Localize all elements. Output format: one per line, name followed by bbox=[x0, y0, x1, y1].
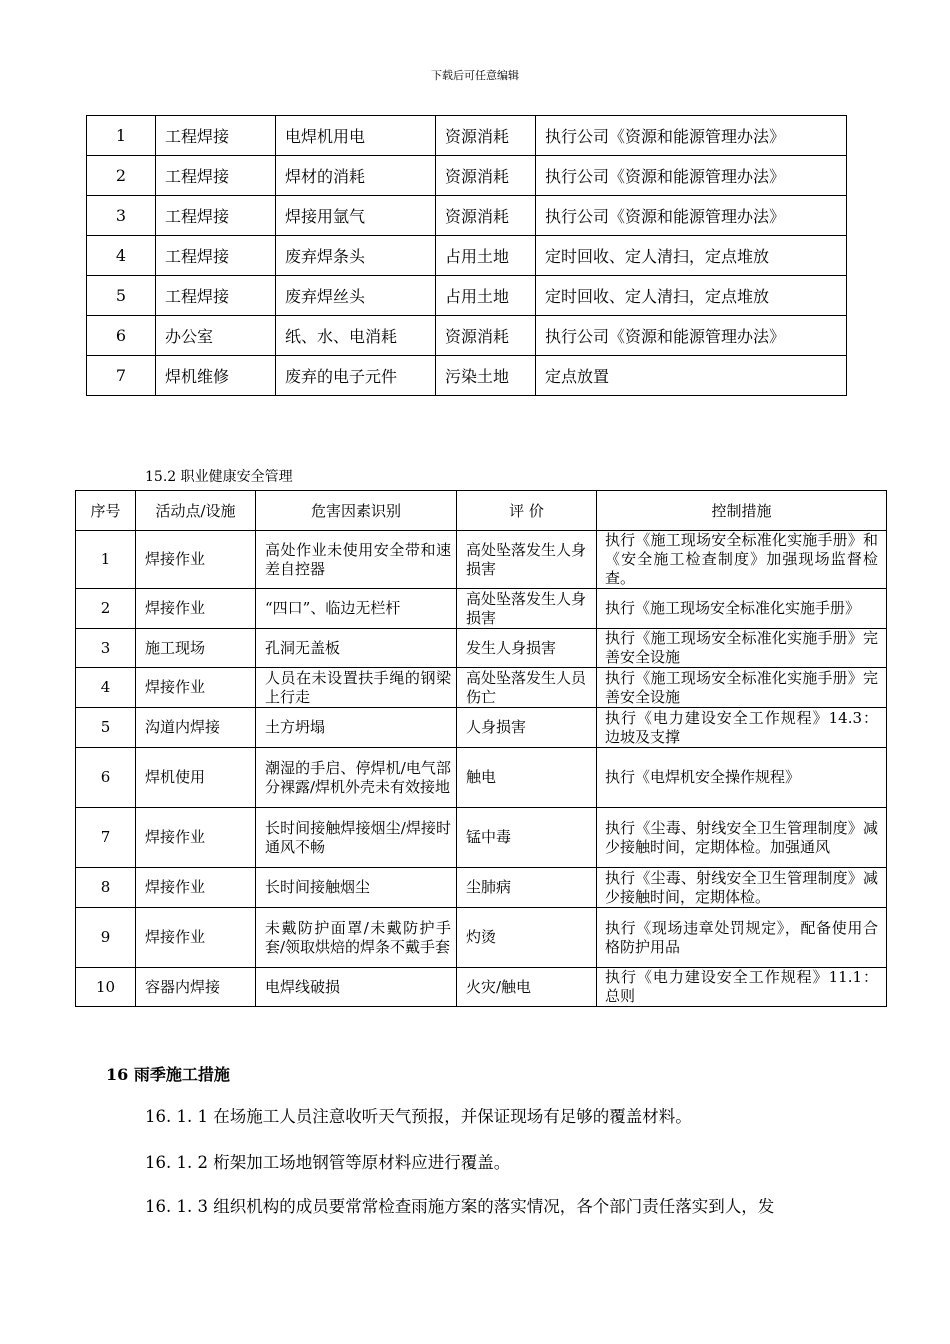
cell-impact: 资源消耗 bbox=[436, 156, 536, 196]
table-row bbox=[76, 708, 887, 748]
cell-evaluation: 触电 bbox=[457, 748, 597, 808]
paragraph-16-1-3: 16. 1. 3 组织机构的成员要常常检查雨施方案的落实情况，各个部门责任落实到人，发 bbox=[145, 1197, 775, 1216]
cell-control: 执行《尘毒、射线安全卫生管理制度》减少接触时间，定期体检。加强通风 bbox=[597, 808, 887, 868]
cell-measure: 定时回收、定人清扫，定点堆放 bbox=[536, 276, 847, 316]
section-15-2-title: 15.2 职业健康安全管理 bbox=[145, 469, 293, 485]
cell-activity: 焊机维修 bbox=[156, 356, 276, 396]
cell-row-index: 5 bbox=[87, 276, 156, 316]
cell-row-index: 6 bbox=[87, 316, 156, 356]
cell-row-index: 1 bbox=[87, 116, 156, 156]
cell-row-index: 7 bbox=[76, 808, 136, 868]
table-row bbox=[76, 589, 887, 629]
cell-hazard: 高处作业未使用安全带和速差自控器 bbox=[256, 531, 457, 589]
cell-factor: 焊接用氩气 bbox=[276, 196, 436, 236]
table-row bbox=[76, 629, 887, 668]
table-row bbox=[87, 276, 847, 316]
cell-row-index: 4 bbox=[87, 236, 156, 276]
cell-factor: 焊材的消耗 bbox=[276, 156, 436, 196]
table-row bbox=[76, 908, 887, 968]
cell-hazard: 土方坍塌 bbox=[256, 708, 457, 748]
table-row bbox=[87, 356, 847, 396]
cell-evaluation: 高处坠落发生人身损害 bbox=[457, 589, 597, 629]
paragraph-16-1-2: 16. 1. 2 桁架加工场地钢管等原材料应进行覆盖。 bbox=[145, 1153, 511, 1172]
cell-activity: 焊接作业 bbox=[136, 908, 256, 968]
cell-activity: 工程焊接 bbox=[156, 156, 276, 196]
cell-row-index: 5 bbox=[76, 708, 136, 748]
table-header-row bbox=[76, 491, 887, 531]
cell-activity: 工程焊接 bbox=[156, 276, 276, 316]
header-hazard: 危害因素识别 bbox=[256, 491, 457, 531]
header-evaluation: 评 价 bbox=[457, 491, 597, 531]
cell-factor: 电焊机用电 bbox=[276, 116, 436, 156]
cell-impact: 资源消耗 bbox=[436, 116, 536, 156]
cell-hazard: “四口”、临边无栏杆 bbox=[256, 589, 457, 629]
cell-control: 执行《施工现场安全标准化实施手册》完善安全设施 bbox=[597, 629, 887, 668]
header-activity: 活动点/设施 bbox=[136, 491, 256, 531]
page-header-note: 下载后可任意编辑 bbox=[431, 69, 519, 82]
cell-measure: 定时回收、定人清扫，定点堆放 bbox=[536, 236, 847, 276]
cell-activity: 焊接作业 bbox=[136, 589, 256, 629]
cell-factor: 废弃焊丝头 bbox=[276, 276, 436, 316]
cell-activity: 焊接作业 bbox=[136, 868, 256, 908]
cell-activity: 容器内焊接 bbox=[136, 968, 256, 1007]
cell-activity: 工程焊接 bbox=[156, 236, 276, 276]
cell-control: 执行《施工现场安全标准化实施手册》完善安全设施 bbox=[597, 668, 887, 708]
cell-hazard: 孔洞无盖板 bbox=[256, 629, 457, 668]
table-row bbox=[87, 196, 847, 236]
table-row bbox=[87, 236, 847, 276]
cell-activity: 施工现场 bbox=[136, 629, 256, 668]
cell-measure: 执行公司《资源和能源管理办法》 bbox=[536, 196, 847, 236]
cell-impact: 资源消耗 bbox=[436, 316, 536, 356]
cell-evaluation: 火灾/触电 bbox=[457, 968, 597, 1007]
header-index: 序号 bbox=[76, 491, 136, 531]
cell-control: 执行《电力建设安全工作规程》14.3：边坡及支撑 bbox=[597, 708, 887, 748]
cell-factor: 废弃的电子元件 bbox=[276, 356, 436, 396]
cell-control: 执行《施工现场安全标准化实施手册》和《安全施工检查制度》加强现场监督检查。 bbox=[597, 531, 887, 589]
cell-activity: 工程焊接 bbox=[156, 196, 276, 236]
table-row bbox=[76, 808, 887, 868]
cell-hazard: 潮湿的手启、停焊机/电气部分裸露/焊机外壳未有效接地 bbox=[256, 748, 457, 808]
cell-hazard: 长时间接触焊接烟尘/焊接时通风不畅 bbox=[256, 808, 457, 868]
cell-activity: 焊接作业 bbox=[136, 531, 256, 589]
cell-control: 执行《尘毒、射线安全卫生管理制度》减少接触时间，定期体检。 bbox=[597, 868, 887, 908]
cell-impact: 资源消耗 bbox=[436, 196, 536, 236]
table-row bbox=[87, 116, 847, 156]
cell-impact: 占用土地 bbox=[436, 276, 536, 316]
cell-control: 执行《电力建设安全工作规程》11.1：总则 bbox=[597, 968, 887, 1007]
paragraph-16-1-1: 16. 1. 1 在场施工人员注意收听天气预报，并保证现场有足够的覆盖材料。 bbox=[145, 1107, 692, 1126]
cell-row-index: 9 bbox=[76, 908, 136, 968]
cell-row-index: 8 bbox=[76, 868, 136, 908]
cell-activity: 工程焊接 bbox=[156, 116, 276, 156]
cell-factor: 废弃焊条头 bbox=[276, 236, 436, 276]
table-row bbox=[76, 531, 887, 589]
cell-evaluation: 灼烫 bbox=[457, 908, 597, 968]
cell-evaluation: 高处坠落发生人员伤亡 bbox=[457, 668, 597, 708]
cell-row-index: 3 bbox=[76, 629, 136, 668]
cell-measure: 执行公司《资源和能源管理办法》 bbox=[536, 116, 847, 156]
cell-factor: 纸、水、电消耗 bbox=[276, 316, 436, 356]
cell-activity: 焊机使用 bbox=[136, 748, 256, 808]
cell-evaluation: 尘肺病 bbox=[457, 868, 597, 908]
cell-impact: 污染土地 bbox=[436, 356, 536, 396]
cell-row-index: 2 bbox=[87, 156, 156, 196]
cell-hazard: 电焊线破损 bbox=[256, 968, 457, 1007]
cell-measure: 定点放置 bbox=[536, 356, 847, 396]
table-row bbox=[76, 868, 887, 908]
cell-row-index: 6 bbox=[76, 748, 136, 808]
header-control: 控制措施 bbox=[597, 491, 887, 531]
cell-row-index: 7 bbox=[87, 356, 156, 396]
cell-hazard: 未戴防护面罩/未戴防护手套/领取烘焙的焊条不戴手套 bbox=[256, 908, 457, 968]
cell-evaluation: 发生人身损害 bbox=[457, 629, 597, 668]
cell-activity: 沟道内焊接 bbox=[136, 708, 256, 748]
cell-measure: 执行公司《资源和能源管理办法》 bbox=[536, 156, 847, 196]
cell-hazard: 人员在未设置扶手绳的钢梁上行走 bbox=[256, 668, 457, 708]
cell-control: 执行《现场违章处罚规定》，配备使用合格防护用品 bbox=[597, 908, 887, 968]
cell-measure: 执行公司《资源和能源管理办法》 bbox=[536, 316, 847, 356]
cell-row-index: 2 bbox=[76, 589, 136, 629]
cell-row-index: 4 bbox=[76, 668, 136, 708]
cell-activity: 焊接作业 bbox=[136, 808, 256, 868]
ohs-hazard-table bbox=[75, 490, 887, 1007]
table-row bbox=[76, 748, 887, 808]
cell-control: 执行《施工现场安全标准化实施手册》 bbox=[597, 589, 887, 629]
table-row bbox=[87, 156, 847, 196]
table-row bbox=[87, 316, 847, 356]
cell-row-index: 10 bbox=[76, 968, 136, 1007]
cell-evaluation: 锰中毒 bbox=[457, 808, 597, 868]
cell-evaluation: 高处坠落发生人身损害 bbox=[457, 531, 597, 589]
cell-row-index: 3 bbox=[87, 196, 156, 236]
cell-activity: 焊接作业 bbox=[136, 668, 256, 708]
environment-factor-table bbox=[86, 115, 847, 396]
cell-row-index: 1 bbox=[76, 531, 136, 589]
cell-evaluation: 人身损害 bbox=[457, 708, 597, 748]
cell-activity: 办公室 bbox=[156, 316, 276, 356]
cell-impact: 占用土地 bbox=[436, 236, 536, 276]
table-row bbox=[76, 668, 887, 708]
section-16-heading: 16 雨季施工措施 bbox=[106, 1065, 230, 1084]
cell-hazard: 长时间接触烟尘 bbox=[256, 868, 457, 908]
cell-control: 执行《电焊机安全操作规程》 bbox=[597, 748, 887, 808]
table-row bbox=[76, 968, 887, 1007]
